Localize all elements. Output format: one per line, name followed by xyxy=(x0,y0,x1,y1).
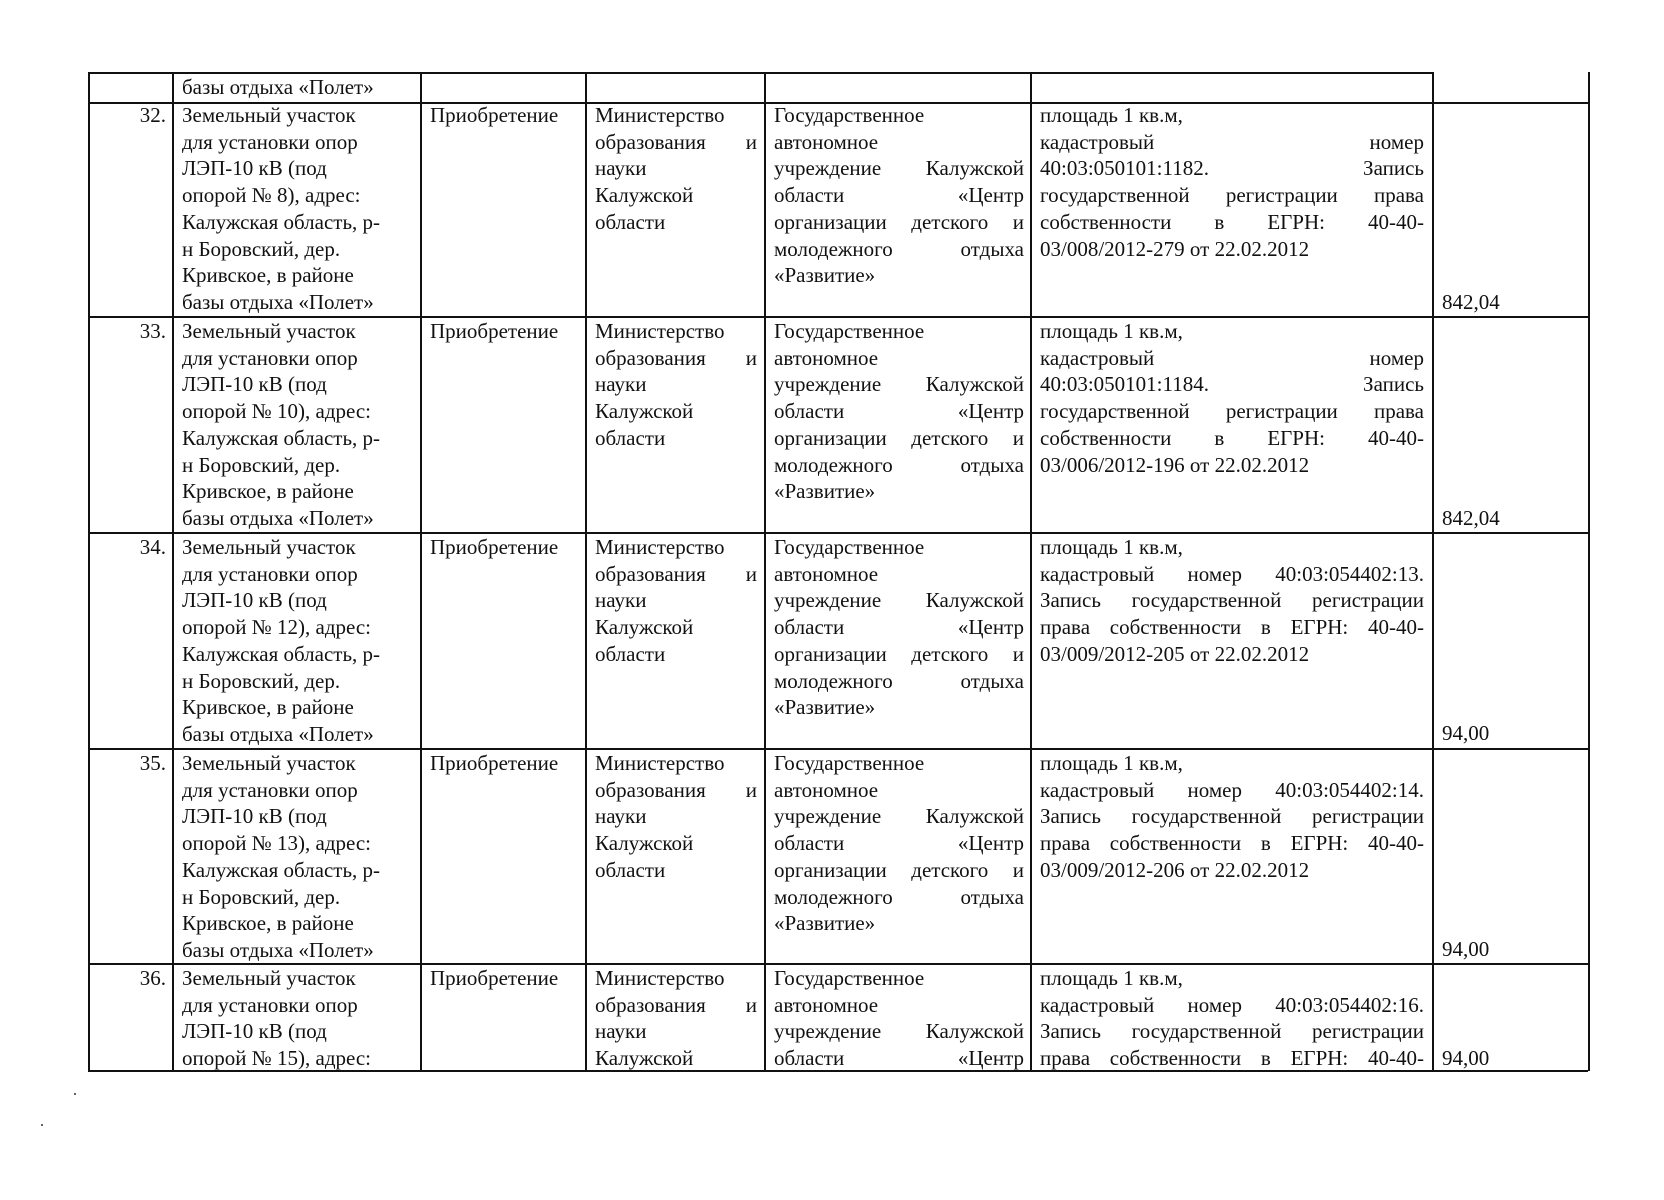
holder-line: автономное xyxy=(774,129,879,154)
rights-holder xyxy=(774,750,1024,937)
details-line: 40:03:050101:1182. Запись xyxy=(1040,156,1424,181)
holder-line: Государственное xyxy=(774,535,925,559)
holder-line: области «Центр xyxy=(774,615,1024,640)
column-border xyxy=(764,72,766,1071)
column-border xyxy=(1432,72,1434,1071)
holder-line: учреждение Калужской xyxy=(774,1019,1024,1044)
object-description xyxy=(182,750,418,964)
object-line: Кривское, в районе xyxy=(182,263,354,288)
holder-line: «Развитие» xyxy=(774,479,876,504)
details-line: кадастровый номер 40:03:054402:14. xyxy=(1040,777,1424,802)
row-number: 35. xyxy=(139,751,166,775)
object-line: Кривское, в районе xyxy=(182,911,354,936)
object-line: ЛЭП-10 кВ (под xyxy=(182,804,327,829)
object-description xyxy=(182,102,418,316)
authority xyxy=(595,534,757,668)
holder-line: области «Центр xyxy=(774,831,1024,856)
details-line: 03/008/2012-279 от 22.02.2012 xyxy=(1040,236,1310,261)
holder-line: «Развитие» xyxy=(774,263,876,288)
object-line: Земельный участок xyxy=(182,966,356,990)
column-border xyxy=(420,72,422,1071)
authority-line: области xyxy=(595,209,666,234)
authority-line: образования и xyxy=(595,777,757,802)
authority-line: Министерство xyxy=(595,966,725,990)
column-border xyxy=(1588,72,1590,1071)
object-line: базы отдыха «Полет» xyxy=(182,505,374,530)
authority-line: образования и xyxy=(595,561,757,586)
rights-holder xyxy=(774,102,1024,289)
object-line: Калужская область, р- xyxy=(182,209,381,234)
holder-line: учреждение Калужской xyxy=(774,156,1024,181)
holder-line: «Развитие» xyxy=(774,911,876,936)
object-description xyxy=(182,534,418,748)
object-line: Калужская область, р- xyxy=(182,857,381,882)
details-line: площадь 1 кв.м, xyxy=(1040,535,1183,559)
details-line: 03/006/2012-196 от 22.02.2012 xyxy=(1040,452,1310,477)
object-line: базы отдыха «Полет» xyxy=(182,937,374,962)
row-number: 36. xyxy=(139,966,166,990)
acquisition-basis: Приобретение xyxy=(430,751,559,775)
holder-line: автономное xyxy=(774,777,879,802)
object-line: для установки опор xyxy=(182,561,358,586)
object-description xyxy=(182,318,418,532)
holder-line: организации детского и xyxy=(774,641,1024,666)
acquisition-basis: Приобретение xyxy=(430,535,559,559)
details-line: 40:03:050101:1184. Запись xyxy=(1040,372,1424,397)
details-line: кадастровый номер 40:03:054402:13. xyxy=(1040,561,1424,586)
rights-holder xyxy=(774,534,1024,721)
row-number: 32. xyxy=(139,103,166,127)
holder-line: учреждение Калужской xyxy=(774,372,1024,397)
registration-details xyxy=(1040,318,1424,478)
details-line: Запись государственной регистрации xyxy=(1040,588,1424,613)
authority-line: Министерство xyxy=(595,103,725,127)
rights-holder xyxy=(774,318,1024,505)
registration-details xyxy=(1040,102,1424,262)
authority-line: Министерство xyxy=(595,751,725,775)
object-line: Земельный участок xyxy=(182,751,356,775)
object-line: базы отдыха «Полет» xyxy=(182,289,374,314)
holder-line: автономное xyxy=(774,992,879,1017)
details-line: площадь 1 кв.м, xyxy=(1040,103,1183,127)
object-line: опорой № 8), адрес: xyxy=(182,183,361,208)
authority xyxy=(595,750,757,884)
acquisition-basis: Приобретение xyxy=(430,966,559,990)
object-line: ЛЭП-10 кВ (под xyxy=(182,1019,327,1044)
object-line: ЛЭП-10 кВ (под xyxy=(182,156,327,181)
authority-line: области xyxy=(595,425,666,450)
details-line: собственности в ЕГРН: 40-40- xyxy=(1040,209,1424,234)
details-line: площадь 1 кв.м, xyxy=(1040,751,1183,775)
object-line: базы отдыха «Полет» xyxy=(182,721,374,746)
column-border xyxy=(585,72,587,1071)
details-line: собственности в ЕГРН: 40-40- xyxy=(1040,425,1424,450)
details-line: Запись государственной регистрации xyxy=(1040,804,1424,829)
object-line: Земельный участок xyxy=(182,103,356,127)
details-line: Запись государственной регистрации xyxy=(1040,1019,1424,1044)
book-value: 94,00 xyxy=(1442,721,1490,745)
object-line: опорой № 13), адрес: xyxy=(182,831,372,856)
object-line: Земельный участок xyxy=(182,319,356,343)
holder-line: организации детского и xyxy=(774,209,1024,234)
holder-line: организации детского и xyxy=(774,425,1024,450)
holder-line: автономное xyxy=(774,345,879,370)
object-line: опорой № 10), адрес: xyxy=(182,399,372,424)
holder-line: молодежного отдыха xyxy=(774,884,1024,909)
details-line: 03/009/2012-205 от 22.02.2012 xyxy=(1040,641,1310,666)
authority-line: науки xyxy=(595,588,647,613)
authority-line: образования и xyxy=(595,345,757,370)
holder-line: автономное xyxy=(774,561,879,586)
authority-line: образования и xyxy=(595,992,757,1017)
authority xyxy=(595,965,757,1072)
row-number: 33. xyxy=(139,319,166,343)
holder-line: Государственное xyxy=(774,319,925,343)
authority-line: науки xyxy=(595,372,647,397)
object-line: Кривское, в районе xyxy=(182,479,354,504)
holder-line: учреждение Калужской xyxy=(774,804,1024,829)
registration-details xyxy=(1040,534,1424,668)
book-value: 94,00 xyxy=(1442,937,1490,961)
object-line: опорой № 15), адрес: xyxy=(182,1046,372,1071)
holder-line: организации детского и xyxy=(774,857,1024,882)
object-line: н Боровский, дер. xyxy=(182,236,341,261)
authority-line: науки xyxy=(595,156,647,181)
holder-line: молодежного отдыха xyxy=(774,452,1024,477)
authority-line: Калужской xyxy=(595,1046,694,1071)
details-line: права собственности в ЕГРН: 40-40- xyxy=(1040,831,1424,856)
object-line: ЛЭП-10 кВ (под xyxy=(182,372,327,397)
authority-line: образования и xyxy=(595,129,757,154)
details-line: государственной регистрации права xyxy=(1040,183,1424,208)
details-line: площадь 1 кв.м, xyxy=(1040,966,1183,990)
column-border xyxy=(1030,72,1032,1071)
holder-line: области «Центр xyxy=(774,1046,1024,1071)
registration-details xyxy=(1040,750,1424,884)
row-number: 34. xyxy=(139,535,166,559)
authority-line: Калужской xyxy=(595,615,694,640)
column-border xyxy=(88,72,90,1071)
object-line: для установки опор xyxy=(182,129,358,154)
object-line: для установки опор xyxy=(182,992,358,1017)
authority-line: науки xyxy=(595,1019,647,1044)
details-line: кадастровый номер xyxy=(1040,345,1424,370)
holder-line: области «Центр xyxy=(774,183,1024,208)
column-border xyxy=(172,72,174,1071)
holder-line: учреждение Калужской xyxy=(774,588,1024,613)
object-line: Калужская область, р- xyxy=(182,641,381,666)
registration-details xyxy=(1040,965,1424,1072)
object-line: Земельный участок xyxy=(182,535,356,559)
book-value: 842,04 xyxy=(1442,506,1500,530)
authority-line: Министерство xyxy=(595,535,725,559)
details-line: права собственности в ЕГРН: 40-40- xyxy=(1040,1046,1424,1071)
authority xyxy=(595,102,757,236)
holder-line: Государственное xyxy=(774,751,925,775)
details-line: площадь 1 кв.м, xyxy=(1040,319,1183,343)
rights-holder xyxy=(774,965,1024,1072)
holder-line: области «Центр xyxy=(774,399,1024,424)
details-line: 03/009/2012-206 от 22.02.2012 xyxy=(1040,857,1310,882)
object-line: Калужская область, р- xyxy=(182,425,381,450)
authority-line: науки xyxy=(595,804,647,829)
acquisition-basis: Приобретение xyxy=(430,319,559,343)
details-line: кадастровый номер 40:03:054402:16. xyxy=(1040,992,1424,1017)
holder-line: Государственное xyxy=(774,103,925,127)
object-line: н Боровский, дер. xyxy=(182,668,341,693)
object-line: базы отдыха «Полет» xyxy=(182,75,374,99)
scan-speck xyxy=(41,1124,43,1126)
authority-line: области xyxy=(595,857,666,882)
details-line: кадастровый номер xyxy=(1040,129,1424,154)
previous-row-fragment xyxy=(182,74,418,101)
holder-line: Государственное xyxy=(774,966,925,990)
authority-line: Калужской xyxy=(595,399,694,424)
authority-line: Калужской xyxy=(595,831,694,856)
object-line: ЛЭП-10 кВ (под xyxy=(182,588,327,613)
book-value: 94,00 xyxy=(1442,1046,1490,1070)
authority-line: Калужской xyxy=(595,183,694,208)
object-description xyxy=(182,965,418,1072)
authority-line: Министерство xyxy=(595,319,725,343)
object-line: Кривское, в районе xyxy=(182,695,354,720)
object-line: для установки опор xyxy=(182,777,358,802)
holder-line: молодежного отдыха xyxy=(774,668,1024,693)
details-line: права собственности в ЕГРН: 40-40- xyxy=(1040,615,1424,640)
object-line: опорой № 12), адрес: xyxy=(182,615,372,640)
authority-line: области xyxy=(595,641,666,666)
scan-speck xyxy=(74,1093,76,1095)
object-line: н Боровский, дер. xyxy=(182,452,341,477)
object-line: н Боровский, дер. xyxy=(182,884,341,909)
authority xyxy=(595,318,757,452)
acquisition-basis: Приобретение xyxy=(430,103,559,127)
holder-line: молодежного отдыха xyxy=(774,236,1024,261)
holder-line: «Развитие» xyxy=(774,695,876,720)
object-line: для установки опор xyxy=(182,345,358,370)
book-value: 842,04 xyxy=(1442,290,1500,314)
details-line: государственной регистрации права xyxy=(1040,399,1424,424)
